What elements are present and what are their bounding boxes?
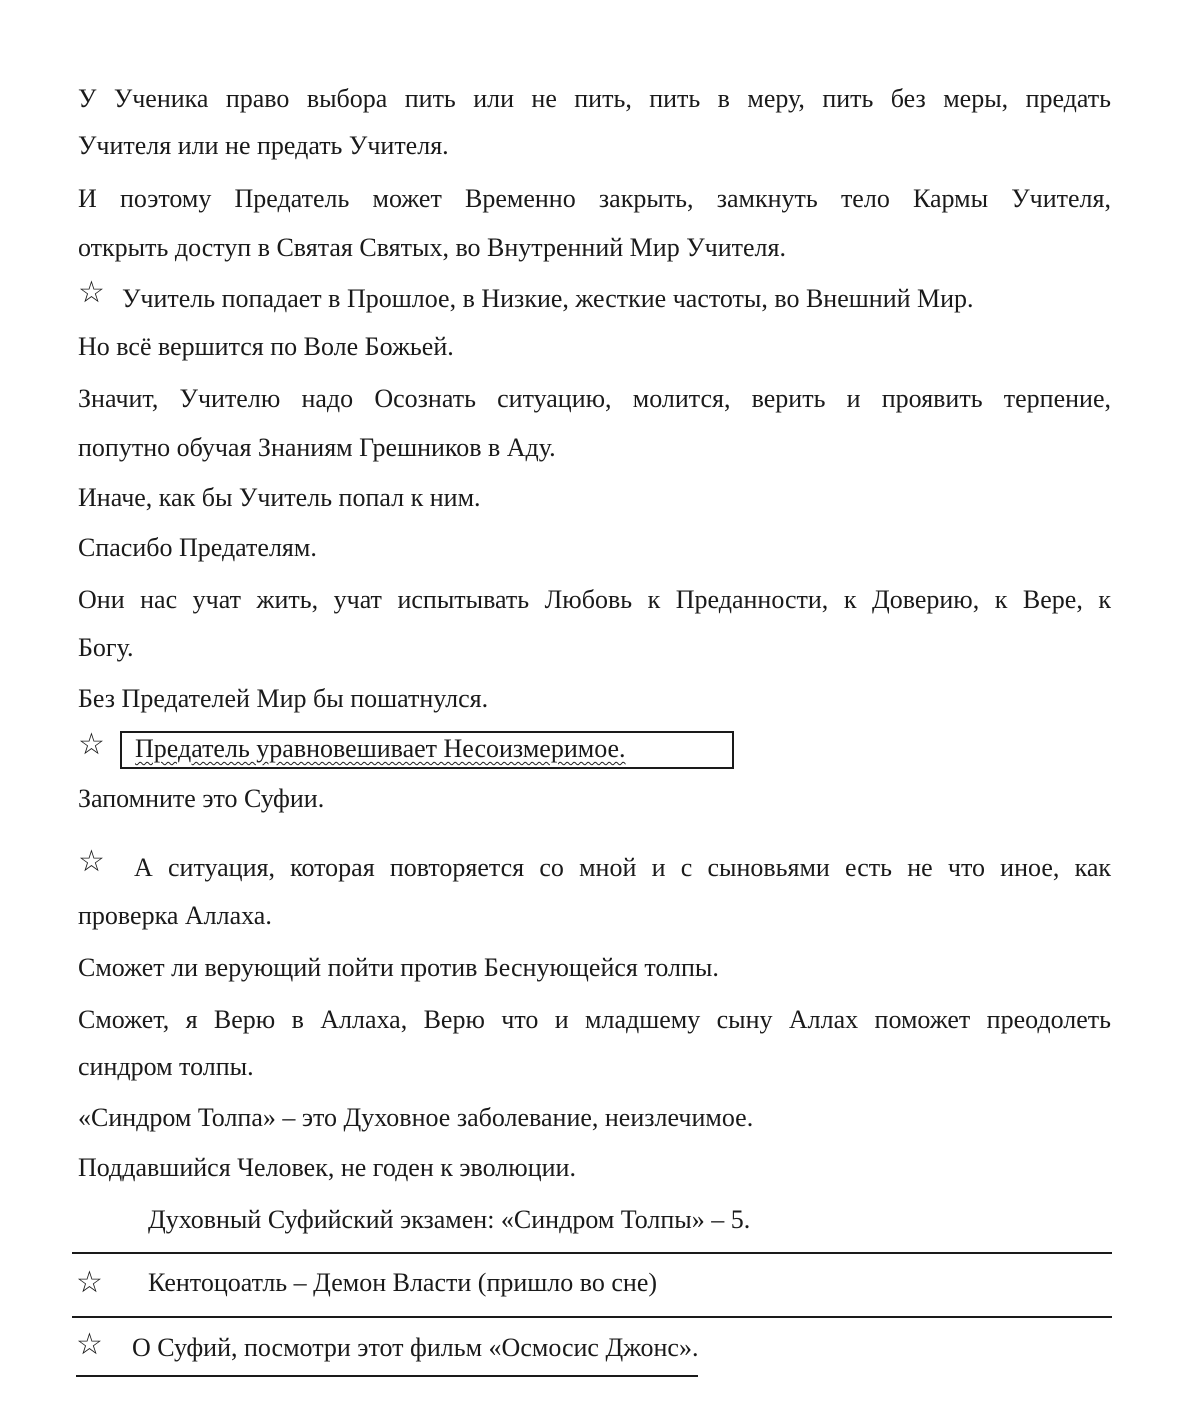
- star-outline-icon: ☆: [78, 275, 105, 310]
- paragraph-line: синдром толпы.: [78, 1052, 254, 1081]
- paragraph-line: Но всё вершится по Воле Божьей.: [78, 332, 454, 361]
- horizontal-rule: [72, 1252, 1112, 1254]
- paragraph-line: попутно обучая Знаниям Грешников в Аду.: [78, 433, 556, 462]
- star-outline-icon: ☆: [78, 727, 105, 762]
- paragraph-line: Учитель попадает в Прошлое, в Низкие, жесткие частоты, во Внешний Мир.: [122, 284, 974, 313]
- star-outline-icon: ☆: [76, 1265, 103, 1300]
- paragraph-line: Сможет ли верующий пойти против Беснующейся толпы.: [78, 953, 719, 982]
- note-line: Кентоцоатль – Демон Власти (пришло во сне): [148, 1268, 658, 1297]
- paragraph-line: У Ученика право выбора пить или не пить, пить в меру, пить без меры, предать: [78, 84, 1111, 113]
- paragraph-line: Без Предателей Мир бы пошатнулся.: [78, 684, 489, 713]
- paragraph-line: Они нас учат жить, учат испытывать Любовь к Преданности, к Доверию, к Вере, к: [78, 585, 1111, 614]
- paragraph-line: Запомните это Суфии.: [78, 784, 325, 813]
- note-line: О Суфий, посмотри этот фильм «Осмосис Джонс».: [132, 1333, 699, 1362]
- horizontal-rule: [72, 1316, 1112, 1318]
- exam-line: Духовный Суфийский экзамен: «Синдром Толпы» – 5.: [148, 1205, 751, 1234]
- paragraph-line: И поэтому Предатель может Временно закрыть, замкнуть тело Кармы Учителя,: [78, 184, 1111, 213]
- paragraph-line: Сможет, я Верю в Аллаха, Верю что и младшему сыну Аллах поможет преодолеть: [78, 1005, 1111, 1034]
- paragraph-line: Учителя или не предать Учителя.: [78, 131, 449, 160]
- paragraph-line: «Синдром Толпа» – это Духовное заболевание, неизлечимое.: [78, 1103, 754, 1132]
- paragraph-line: Богу.: [78, 633, 134, 662]
- paragraph-line: открыть доступ в Святая Святых, во Внутренний Мир Учителя.: [78, 233, 786, 262]
- horizontal-rule: [76, 1375, 698, 1377]
- paragraph-line: Значит, Учителю надо Осознать ситуацию, молится, верить и проявить терпение,: [78, 384, 1111, 413]
- star-outline-icon: ☆: [78, 844, 105, 879]
- paragraph-line: проверка Аллаха.: [78, 901, 272, 930]
- paragraph-line: Поддавшийся Человек, не годен к эволюции.: [78, 1153, 576, 1182]
- paragraph-line: Иначе, как бы Учитель попал к ним.: [78, 483, 481, 512]
- paragraph-line: Спасибо Предателям.: [78, 533, 317, 562]
- star-outline-icon: ☆: [76, 1327, 103, 1362]
- boxed-statement: Предатель уравновешивает Несоизмеримое.: [135, 734, 626, 763]
- paragraph-line: А ситуация, которая повторяется со мной и с сыновьями есть не что иное, как: [134, 853, 1111, 882]
